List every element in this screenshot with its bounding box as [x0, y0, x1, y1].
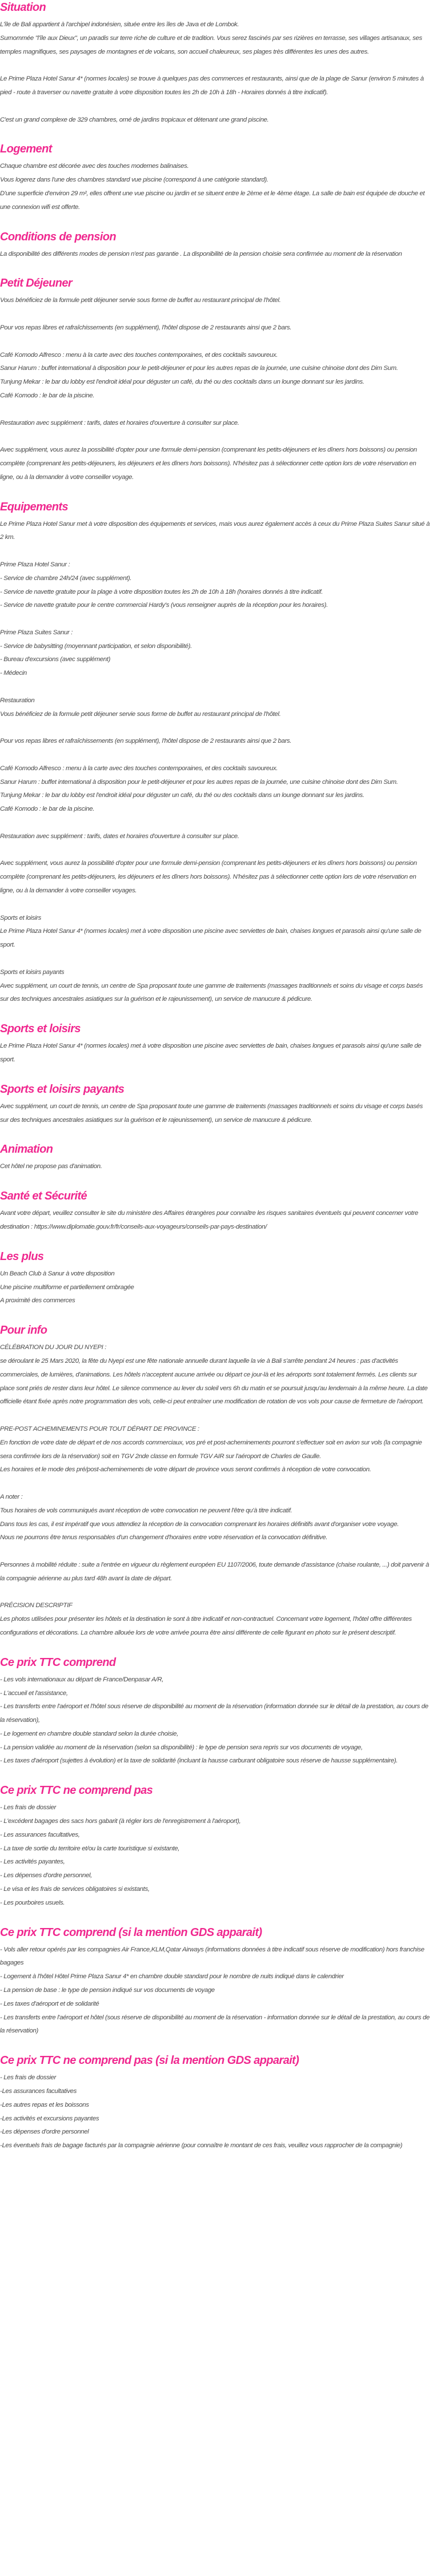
section-body: [0, 294, 432, 484]
section-title: Les plus: [0, 1250, 44, 1263]
blank-line: [0, 1409, 432, 1423]
section-title: Ce prix TTC comprend: [0, 1656, 116, 1669]
text-line: Le Prime Plaza Hotel Sanur 4* (normes locales) met à votre disposition une piscine avec serviettes de bain, chaises longues et parasols ainsi qu'une salle de sport.: [0, 1043, 422, 1063]
text-line: -Les autres repas et les boissons: [0, 2101, 89, 2108]
section-body: [0, 1100, 432, 1128]
section-body: [0, 1801, 432, 1910]
text-line: - Médecin: [0, 670, 27, 677]
text-line: -Les éventuels frais de bagage facturés par la compagnie aérienne (pour connaître le montant de ces frais, veuillez vous rapprocher de la compagnie): [0, 2142, 403, 2150]
text-line: - Les vols internationaux au départ de France/Denpasar A/R,: [0, 1676, 164, 1683]
blank-line: [0, 721, 432, 735]
text-line: -Les dépenses d'ordre personnel: [0, 2128, 89, 2136]
text-line: Sports et loisirs payants: [0, 968, 65, 976]
text-line: - Le logement en chambre double standard selon la durée choisie,: [0, 1730, 178, 1737]
text-line: CÉLÉBRATION DU JOUR DU NYEPI :: [0, 1344, 107, 1351]
section-title: Animation: [0, 1143, 53, 1156]
blank-line: [0, 844, 432, 858]
text-line: Avec supplément, un court de tennis, un centre de Spa proposant toute une gamme de traitements (massages traditionnels et soins du visage et corps basés sur des techniques ancestrales asiatiques sur la guérison et le rajeunissement), un service de manucure & pédicure.: [0, 1102, 423, 1124]
text-line: Tunjung Mekar : le bar du lobby est l'endroit idéal pour déguster un café, du thé ou des cocktails dans un lounge donnant sur les jardins.: [0, 379, 364, 386]
text-line: se déroulant le 25 Mars 2020, la fête du Nyepi est une fête nationale annuelle durant laquelle la vie à Bali s'arrête pendant 24 heures : pas d'activités commerciales, de lumières, d'animations. Les hôtels n'acceptent aucune arrivée ou départ ce jour-là et les aéroports sont totalement fermés. Les clients sur place sont priés de rester dans leur hôtel. Le silence commence au lever du soleil vers 6h du matin et se poursuit jusqu'au lendemain à la même heure. La date officielle étant fixée après notre programmation des vols, celle-ci peut entraîner une modification de rotation de vos vols pour cause de fermeture de l'aéroport.: [0, 1357, 428, 1406]
section-conditions-de-pension: [0, 230, 432, 261]
section-sports-et-loisirs-payants: [0, 1082, 432, 1128]
text-line: - Vols aller retour opérés par les compagnies Air France,KLM,Qatar Airways (informations données à titre indicatif sous réserve de modification) hors franchise bagages: [0, 1946, 424, 1967]
text-line: - Service de navette gratuite pour la plage à votre disposition toutes les 2h de 10h à 18h (horaires donnés à titre indicatif.: [0, 588, 323, 595]
section-situation: [0, 0, 432, 127]
blank-line: [0, 100, 432, 114]
section-body: [0, 248, 432, 261]
text-line: Café Komodo : le bar de la piscine.: [0, 392, 95, 399]
text-line: - Les transferts entre l'aéroport et hôtel (sous réserve de disponibilité au moment de la réservation - information donnée sur le détail de la prestation, au cours de la réservation): [0, 2014, 430, 2035]
blank-line: [0, 1477, 432, 1491]
section-spacer: [0, 1007, 432, 1021]
text-line: - Les taxes d'aéroport et de solidarité: [0, 2000, 99, 2007]
section-title: Situation: [0, 1, 46, 14]
section-title: Equipements: [0, 500, 68, 513]
section-title: Sports et loisirs payants: [0, 1082, 125, 1096]
blank-line: [0, 430, 432, 444]
text-line: Les photos utilisées pour présenter les hôtels et la destination le sont à titre indicatif et non-contractuel. Concernant votre logement, l'hôtel offre différentes configurations et décorations. La chambre allouée lors de votre arrivée pourra être ainsi différente de celle figurant en photo sur le présent descriptif.: [0, 1616, 412, 1636]
section-logement: [0, 142, 432, 214]
text-line: - Bureau d'excursions (avec supplément): [0, 656, 111, 663]
text-line: - La pension validée au moment de la réservation (selon sa disponibilité) : le type de pension sera repris sur vos documents de voyage,: [0, 1744, 363, 1751]
section-body: [0, 1040, 432, 1067]
text-line: - La taxe de sortie du territoire et/ou la carte touristique si existante,: [0, 1845, 180, 1852]
text-line: En fonction de votre date de départ et de nos accords commerciaux, vos pré et post-acheminements pourront s'effectuer soit en avion sur vols (la compagnie sera confirmée lors de la réservation) soit en TGV 2nde classe en formule TGV AIR sur l'aéroport de Charles de Gaulle.: [0, 1439, 422, 1460]
section-spacer: [0, 1234, 432, 1249]
text-line: L'île de Bali appartient à l'archipel indonésien, située entre les îles de Java et de Lombok.: [0, 21, 239, 28]
section-title: Ce prix TTC ne comprend pas (si la mention GDS apparait): [0, 2054, 299, 2067]
section-title: Santé et Sécurité: [0, 1190, 87, 1203]
text-line: La disponibilité des différents modes de pension n'est pas garantie . La disponibilité de la pension choisie sera confirmée au moment de la réservation: [0, 250, 402, 257]
section-sante-et-securite: [0, 1189, 432, 1234]
section-spacer: [0, 127, 432, 142]
text-line: Une piscine multiforme et partiellement ombragée: [0, 1283, 134, 1291]
section-spacer: [0, 1067, 432, 1082]
section-spacer: [0, 2038, 432, 2053]
text-line: Tunjung Mekar : le bar du lobby est l'endroit idéal pour déguster un café, du thé ou des cocktails dans un lounge donnant sur les jardins.: [0, 792, 364, 799]
text-line: Le Prime Plaza Hotel Sanur 4* (normes locales) met à votre disposition une piscine avec serviettes de bain, chaises longues et parasols ainsi qu'une salle de sport.: [0, 928, 422, 949]
section-body: [0, 160, 432, 214]
section-ce-prix-ttc-comprend-si-la-mention-gds-apparait: [0, 1925, 432, 2039]
text-line: Pour vos repas libres et rafraîchissements (en supplément), l'hôtel dispose de 2 restaurants ainsi que 2 bars.: [0, 324, 292, 331]
blank-line: [0, 898, 432, 912]
text-line: Un Beach Club à Sanur à votre disposition: [0, 1270, 115, 1277]
section-spacer: [0, 1640, 432, 1655]
text-line: Restauration: [0, 697, 35, 704]
text-line: Personnes à mobilité réduite : suite a l'entrée en vigueur du règlement européen EU 1107/2006, toute demande d'assistance (chaise roulante, ...) doit parvenir à la compagnie aérienne au plus tard 48h avant la date de départ.: [0, 1561, 430, 1582]
blank-line: [0, 613, 432, 626]
section-ce-prix-ttc-ne-comprend-pas: [0, 1783, 432, 1910]
text-line: - L'accueil et l'assistance,: [0, 1689, 68, 1697]
text-line: Sports et loisirs: [0, 914, 41, 921]
section-spacer: [0, 485, 432, 500]
text-line: - Service de chambre 24h/24 (avec supplément).: [0, 574, 132, 582]
text-line: Avec supplément, vous aurez la possibilité d'opter pour une formule demi-pension (comprenant les petits-déjeuners et les dîners hors boissons) ou pension complète (comprenant les petits-déjeuners, les déjeuners et les dîners hors boissons). N'hésitez pas à sélectionner cette option lors de votre réservation en ligne, ou à la demander à votre conseiller voyages.: [0, 860, 417, 895]
text-line: Sanur Harum : buffet international à disposition pour le petit-déjeuner et pour les autres repas de la journée, une cuisine chinoise dont des Dim Sum.: [0, 778, 398, 786]
section-spacer: [0, 1308, 432, 1323]
section-title: Sports et loisirs: [0, 1023, 81, 1036]
text-line: Chaque chambre est décorée avec des touches modernes balinaises.: [0, 163, 189, 170]
text-line: - Les dépenses d'ordre personnel,: [0, 1872, 92, 1879]
section-spacer: [0, 1127, 432, 1142]
text-line: Café Komodo Alfresco : menu à la carte avec des touches contemporaines, et des cocktails savoureux.: [0, 764, 278, 772]
text-line: -Les assurances facultatives: [0, 2088, 77, 2095]
text-line: Restauration avec supplément : tarifs, dates et horaires d'ouverture à consulter sur place.: [0, 832, 239, 840]
text-line: Pour vos repas libres et rafraîchissements (en supplément), l'hôtel dispose de 2 restaurants ainsi que 2 bars.: [0, 738, 292, 745]
section-body: [0, 1160, 432, 1174]
section-spacer: [0, 1768, 432, 1783]
text-line: D'une superficie d'environ 29 m², elles offrent une vue piscine ou jardin et se situent entre le 2ème et le 4ème étage. La salle de bain est équipée de douche et une connexion wifi est offerte.: [0, 190, 425, 211]
section-title: Petit Déjeuner: [0, 277, 73, 290]
text-line: Sanur Harum : buffet international à disposition pour le petit-déjeuner et pour les autres repas de la journée, une cuisine chinoise dont des Dim Sum.: [0, 365, 398, 372]
blank-line: [0, 403, 432, 417]
text-line: Avant votre départ, veuillez consulter le site du ministère des Affaires étrangères pour connaître les risques sanitaires éventuels qui peuvent concerner votre destination : https://www.diplomatie.gouv.fr/fr/conseils-aux-voyageurs/conseils-par-pays-destination/: [0, 1210, 418, 1230]
text-line: Vous logerez dans l'une des chambres standard vue piscine (correspond à une catégorie standard).: [0, 176, 268, 184]
text-line: Le Prime Plaza Hotel Sanur met à votre disposition des équipements et services, mais vous aurez également accès à ceux du Prime Plaza Suites Sanur situé à 2 km.: [0, 520, 430, 541]
section-title: Logement: [0, 143, 52, 156]
text-line: PRÉCISION DESCRIPTIF: [0, 1602, 73, 1609]
section-spacer: [0, 1174, 432, 1189]
text-line: Prime Plaza Hotel Sanur :: [0, 561, 70, 568]
text-line: Prime Plaza Suites Sanur :: [0, 629, 73, 636]
section-body: [0, 518, 432, 1007]
blank-line: [0, 59, 432, 73]
text-line: - Les assurances facultatives,: [0, 1831, 80, 1838]
text-line: - Les pourboires usuels.: [0, 1899, 65, 1906]
section-body: [0, 2071, 432, 2153]
text-line: Café Komodo Alfresco : menu à la carte avec des touches contemporaines, et des cocktails savoureux.: [0, 351, 278, 359]
text-line: Surnommée "l'île aux Dieux", un paradis sur terre riche de culture et de tradition. Vous serez fascinés par ses rizières en terrasse, ses villages artisanaux, ses temples magnifiques, ses paysages de montagnes et de volcans, son accueil chaleureux, ses plages très différentes les unes des autres.: [0, 34, 422, 55]
text-line: - Service de babysitting (moyennant participation, et selon disponibilité).: [0, 642, 192, 650]
blank-line: [0, 1586, 432, 1600]
section-les-plus: [0, 1249, 432, 1308]
text-line: Restauration avec supplément : tarifs, dates et horaires d'ouverture à consulter sur place.: [0, 419, 239, 426]
blank-line: [0, 952, 432, 966]
text-line: - Service de navette gratuite pour le centre commercial Hardy's (vous renseigner auprès de la réception pour les horaires).: [0, 602, 328, 609]
section-spacer: [0, 215, 432, 230]
text-line: Le Prime Plaza Hotel Sanur 4* (normes locales) se trouve à quelques pas des commerces et restaurants, ainsi que de la plage de Sanur (environ 5 minutes à pied - route à traverser ou navette gratuite à votre disposition toutes les 2h de 10h à 18h - Horaires donnés à titre indicatif).: [0, 75, 424, 96]
section-spacer: [0, 261, 432, 276]
text-line: - Les transferts entre l'aéroport et l'hôtel sous réserve de disponibilité au moment de la réservation (information donnée sur le détail de la prestation, au cours de la réservation),: [0, 1703, 428, 1724]
text-line: A proximité des commerces: [0, 1297, 75, 1305]
text-line: Cet hôtel ne propose pas d'animation.: [0, 1163, 102, 1170]
section-title: Ce prix TTC comprend (si la mention GDS apparait): [0, 1926, 262, 1939]
section-title: Ce prix TTC ne comprend pas: [0, 1784, 153, 1797]
section-body: [0, 1943, 432, 2039]
text-line: Avec supplément, vous aurez la possibilité d'opter pour une formule demi-pension (comprenant les petits-déjeuners et les dîners hors boissons) ou pension complète (comprenant les petits-déjeuners, les déjeuners et les dîners hors boissons). N'hésitez pas à sélectionner cette option lors de votre réservation en ligne, ou à la demander à votre conseiller voyage.: [0, 446, 417, 481]
section-body: [0, 1267, 432, 1308]
section-equipements: [0, 500, 432, 1007]
section-petit-dejeuner: [0, 276, 432, 484]
text-line: - L'excédent bagages des sacs hors gabarit (à régler lors de l'enregistrement à l'aéroport),: [0, 1818, 241, 1825]
section-body: [0, 1207, 432, 1234]
blank-line: [0, 1545, 432, 1559]
section-ce-prix-ttc-comprend: [0, 1655, 432, 1769]
text-line: Vous bénéficiez de la formule petit déjeuner servie sous forme de buffet au restaurant principal de l'hôtel.: [0, 297, 281, 304]
text-line: - Les taxes d'aéroport (sujettes à évolution) et la taxe de solidarité (incluant la hausse carburant obligatoire sous réserve de hausse supplémentaire).: [0, 1757, 398, 1765]
section-body: [0, 1341, 432, 1640]
section-pour-info: [0, 1323, 432, 1640]
text-line: Avec supplément, un court de tennis, un centre de Spa proposant toute une gamme de traitements (massages traditionnels et soins du visage et corps basés sur des techniques ancestrales asiatiques sur la guérison et le rajeunissement), un service de manucure & pédicure.: [0, 982, 423, 1003]
section-body: [0, 1673, 432, 1769]
text-line: - Les frais de dossier: [0, 1804, 57, 1812]
text-line: - Le visa et les frais de services obligatoires si existants,: [0, 1886, 150, 1893]
text-line: - Les frais de dossier: [0, 2074, 57, 2082]
section-spacer: [0, 1910, 432, 1925]
text-line: -Les activités et excursions payantes: [0, 2115, 99, 2122]
section-ce-prix-ttc-ne-comprend-pas-si-la-mention-gds-apparait: [0, 2053, 432, 2153]
text-line: Tous horaires de vols communiqués avant réception de votre convocation ne peuvent l'être qu'à titre indicatif.: [0, 1507, 292, 1514]
text-line: A noter :: [0, 1493, 23, 1500]
section-body: [0, 18, 432, 127]
blank-line: [0, 308, 432, 321]
text-line: Café Komodo : le bar de la piscine.: [0, 806, 95, 813]
section-sports-et-loisirs: [0, 1021, 432, 1067]
text-line: Les horaires et le mode des pré/post-acheminements de votre départ de province vous seront confirmés à réception de votre convocation.: [0, 1466, 371, 1474]
blank-line: [0, 816, 432, 830]
blank-line: [0, 681, 432, 694]
section-title: Conditions de pension: [0, 230, 116, 243]
blank-line: [0, 545, 432, 558]
text-line: Vous bénéficiez de la formule petit déjeuner servie sous forme de buffet au restaurant principal de l'hôtel.: [0, 710, 281, 718]
text-line: - Logement à l'hôtel Hôtel Prime Plaza Sanur 4* en chambre double standard pour le nombre de nuits indiqué dans le calendrier: [0, 1973, 344, 1981]
section-animation: [0, 1142, 432, 1174]
text-line: Nous ne pourrons être tenus responsables d'un changement d'horaires entre votre réservation et la convocation définitive.: [0, 1534, 328, 1541]
text-line: - Les activités payantes,: [0, 1858, 65, 1866]
blank-line: [0, 748, 432, 762]
text-line: - La pension de base : le type de pension indiqué sur vos documents de voyage: [0, 1987, 215, 1994]
blank-line: [0, 335, 432, 349]
text-line: Dans tous les cas, il est impératif que vous attendiez la réception de la convocation comprenant les horaires définitifs avant d'organiser votre voyage.: [0, 1520, 399, 1528]
section-title: Pour info: [0, 1324, 47, 1337]
text-line: C'est un grand complexe de 329 chambres, orné de jardins tropicaux et détenant une grand piscine.: [0, 116, 269, 123]
text-line: PRE-POST ACHEMINEMENTS POUR TOUT DÉPART DE PROVINCE :: [0, 1425, 199, 1432]
